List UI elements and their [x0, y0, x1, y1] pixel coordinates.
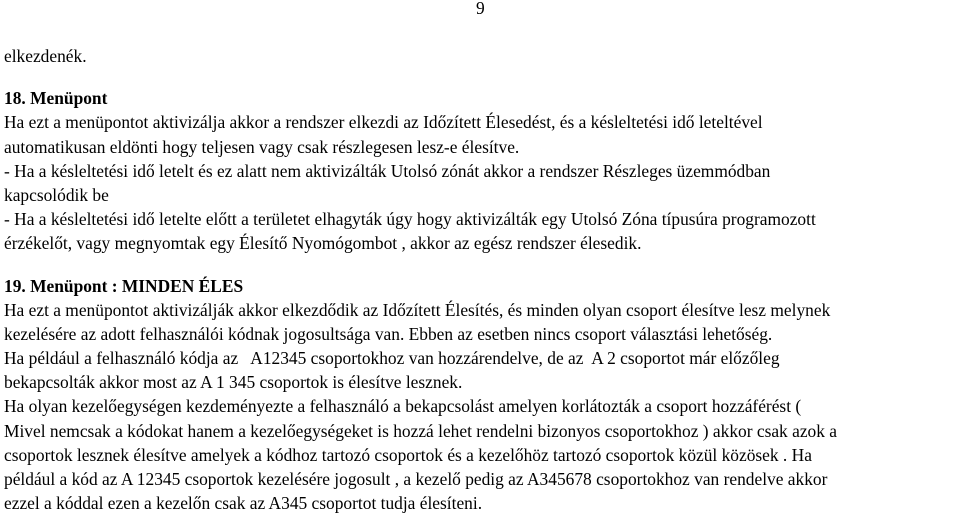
section-18-line: - Ha a késleltetési idő letelt és ez alatt nem aktivizálták Utolsó zónát akkor a rendszer Részleges üzemmódban: [4, 160, 771, 181]
section-19-heading: 19. Menüpont : MINDEN ÉLES: [4, 275, 244, 296]
section-19-line: Ha olyan kezelőegységen kezdeményezte a felhasználó a bekapcsolást amelyen korlátozták a csoport hozzáférést (: [4, 396, 802, 417]
paragraph-gap: [4, 256, 959, 274]
section-19-line: például a kód az A 12345 csoportok kezelésére jogosult , a kezelő pedig az A345678 csoportokhoz van rendelve akkor: [4, 469, 828, 489]
section-19-line: kezelésére az adott felhasználói kódnak jogosultsága van. Ebben az esetben nincs csoport választási lehetőség.: [4, 323, 773, 344]
document-body: [4, 44, 959, 515]
intro-line: elkezdenék.: [4, 46, 87, 66]
section-18-line: érzékelőt, vagy megnyomtak egy Élesítő Nyomógombot , akkor az egész rendszer élesedik.: [4, 233, 642, 254]
section-18-line: automatikusan eldönti hogy teljesen vagy csak részlegesen lesz-e élesítve.: [4, 136, 520, 157]
section-18-line: Ha ezt a menüpontot aktivizálja akkor a rendszer elkezdi az Időzített Élesedést, és a késleltetési idő leteltével: [4, 112, 763, 133]
section-19-line: bekapcsolták akkor most az A 1 345 csoportok is élesítve lesznek.: [4, 372, 463, 393]
section-19-line: Ha például a felhasználó kódja az A12345 csoportokhoz van hozzárendelve, de az A 2 csoportot már előzőleg: [4, 348, 780, 369]
section-19-line: ezzel a kóddal ezen a kezelőn csak az A345 csoportot tudja élesíteni.: [4, 493, 483, 514]
section-18-heading: 18. Menüpont: [4, 88, 108, 109]
section-19-line: Mivel nemcsak a kódokat hanem a kezelőegységeket is hozzá lehet rendelni bizonyos csoportokhoz ) akkor csak azok a: [4, 420, 837, 441]
section-18-line: - Ha a késleltetési idő letelte előtt a területet elhagyták úgy hogy aktivizálták egy Utolsó Zóna típusúra programozott: [4, 209, 816, 230]
section-18-line: kapcsolódik be: [4, 184, 109, 205]
section-19-line: csoportok lesznek élesítve amelyek a kódhoz tartozó csoportok és a kezelőhöz tartozó csoportok közül közösek . Ha: [4, 444, 812, 465]
page-number: 9: [476, 0, 485, 18]
section-19-line: Ha ezt a menüpontot aktivizálják akkor elkezdődik az Időzített Élesítés, és minden olyan csoport élesítve lesz melynek: [4, 299, 831, 320]
paragraph-gap: [4, 68, 959, 86]
